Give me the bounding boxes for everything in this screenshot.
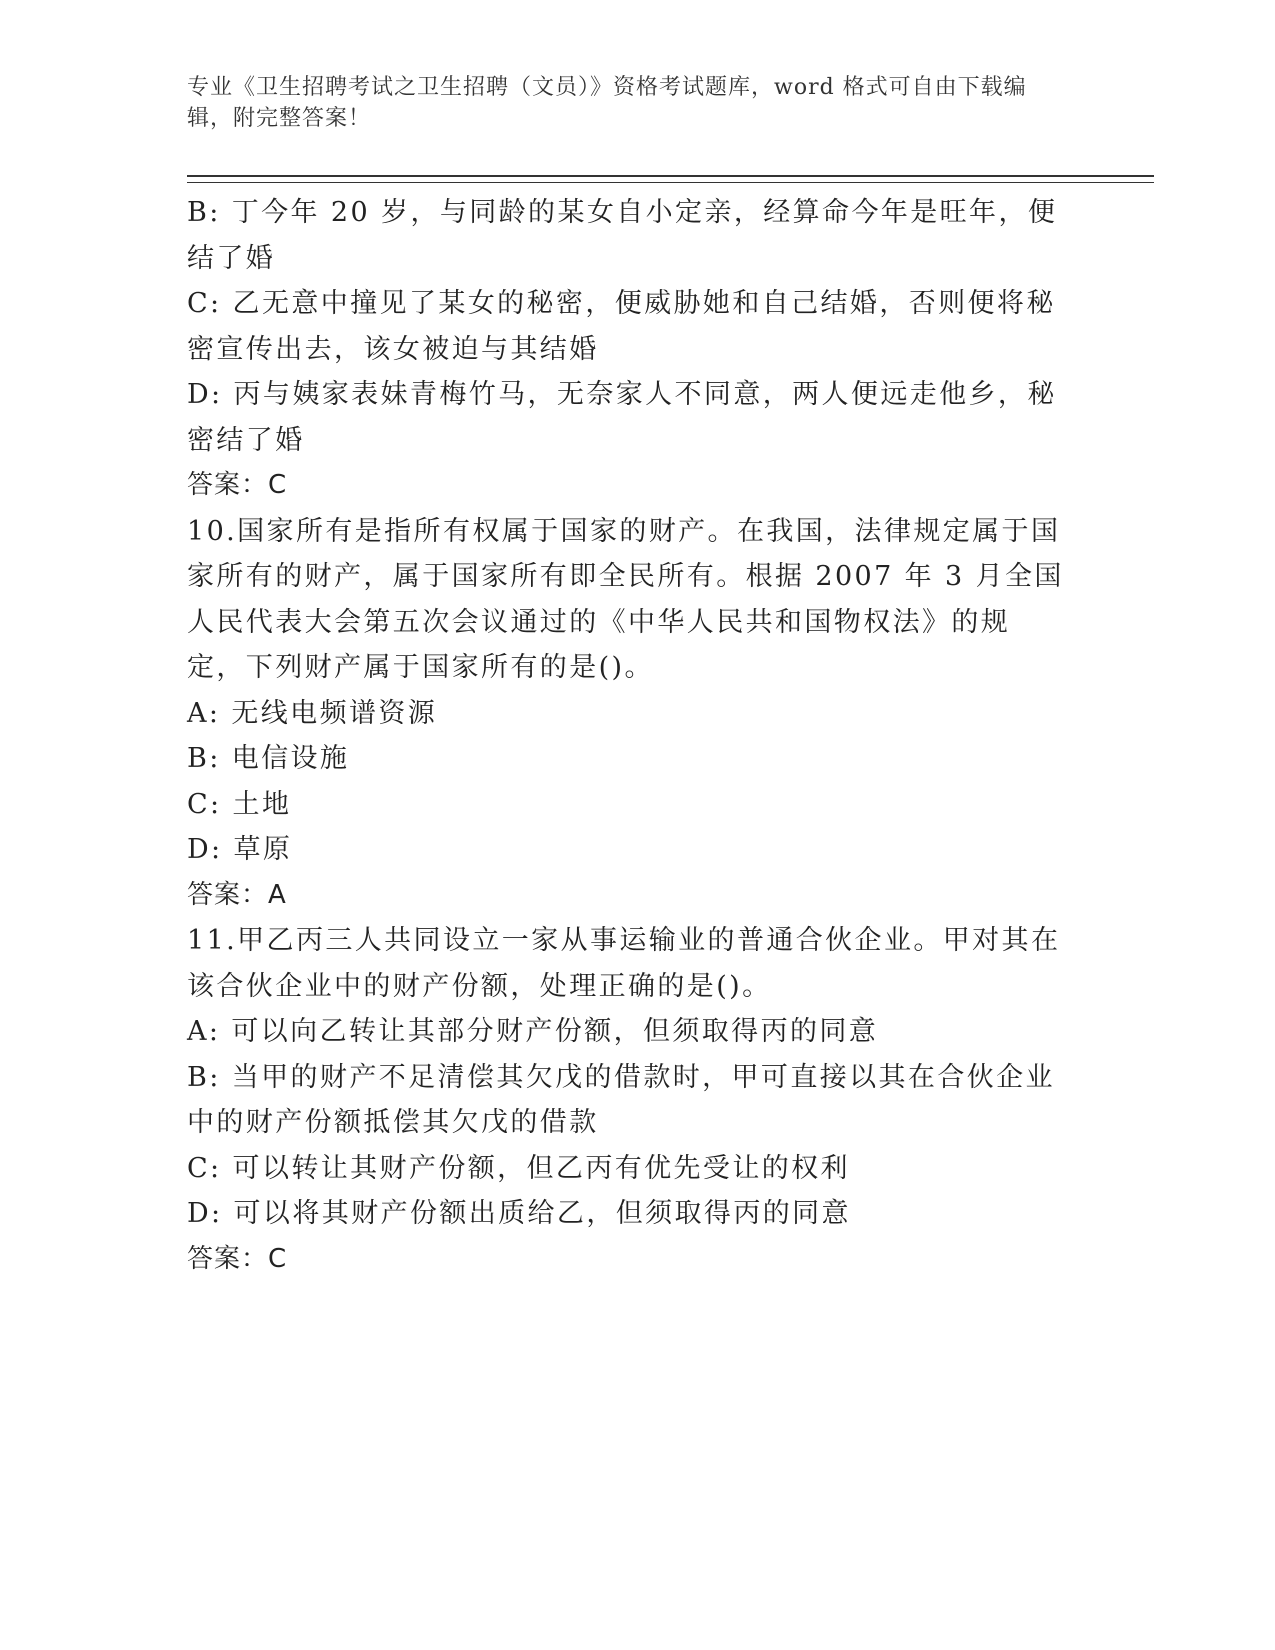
header-rule-top	[187, 175, 1154, 177]
option-d: D: 草原	[187, 834, 293, 865]
question-stem: 10.国家所有是指所有权属于国家的财产。在我国，法律规定属于国家所有的财产，属于国家所有即全民所有。根据 2007 年 3 月全国人民代表大会第五次会议通过的《中华人民共和国物权法》的规定，下列财产属于国家所有的是()。	[187, 515, 1064, 683]
answer-label: 答案：C	[187, 470, 288, 500]
option-a: A: 可以向乙转让其部分财产份额，但须取得丙的同意	[187, 1016, 879, 1047]
header-rule-bottom	[187, 182, 1154, 183]
answer-label: 答案：A	[187, 879, 287, 910]
option-d: D: 可以将其财产份额出质给乙，但须取得丙的同意	[187, 1198, 851, 1229]
question-stem: 11.甲乙丙三人共同设立一家从事运输业的普通合伙企业。甲对其在该合伙企业中的财产份额，处理正确的是()。	[187, 925, 1061, 1002]
question-content	[187, 190, 1067, 1282]
option-c: C: 土地	[187, 788, 292, 820]
option-b: B: 丁今年 20 岁，与同龄的某女自小定亲，经算命今年是旺年，便结了婚	[187, 197, 1058, 274]
question-10	[187, 509, 1067, 919]
option-a: A: 无线电频谱资源	[187, 697, 438, 729]
question-11	[187, 918, 1067, 1282]
option-b: B: 当甲的财产不足清偿其欠戊的借款时，甲可直接以其在合伙企业中的财产份额抵偿其欠戊的借款	[187, 1061, 1055, 1138]
option-c: C: 可以转让其财产份额，但乙丙有优先受让的权利	[187, 1152, 850, 1184]
option-d: D: 丙与姨家表妹青梅竹马，无奈家人不同意，两人便远走他乡，秘密结了婚	[187, 379, 1057, 456]
answer-label: 答案：C	[187, 1243, 288, 1274]
option-c: C: 乙无意中撞见了某女的秘密，便威胁她和自己结婚，否则便将秘密宣传出去，该女被迫与其结婚	[187, 288, 1056, 365]
option-b: B: 电信设施	[187, 743, 350, 774]
continued-question	[187, 190, 1067, 509]
page-header: 专业《卫生招聘考试之卫生招聘（文员）》资格考试题库，word 格式可自由下载编辑，附完整答案！	[187, 75, 1027, 131]
